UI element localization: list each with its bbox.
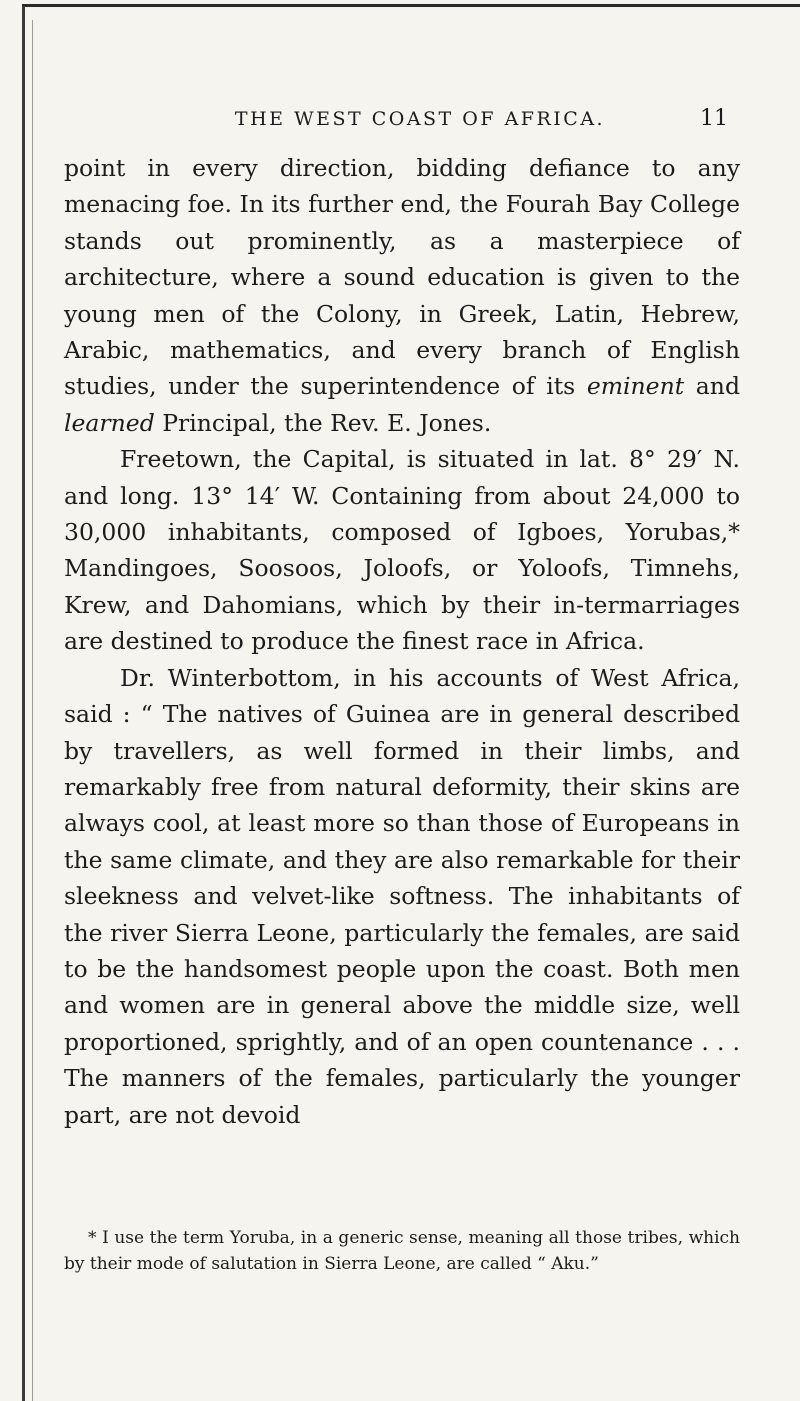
footnote-text: * I use the term Yoruba, in a generic sense, meaning all those tribes, which by their mode of salutation in Sierra Leone, are called “ Aku.” bbox=[64, 1228, 740, 1274]
paragraph-1-text-b: and bbox=[684, 372, 740, 401]
page-header bbox=[0, 108, 800, 138]
paragraph-1-text-a: point in every direction, bidding defiance to any menacing foe. In its further end, the Fourah Bay College stands out prominently, as a masterpiece of architecture, where a sound education is given to the young men of the Colony, in Greek, Latin, Hebrew, Arabic, mathematics, and every branch of English studies, under the superintendence of its bbox=[64, 154, 740, 401]
page-number: 11 bbox=[700, 106, 728, 131]
body-text bbox=[64, 150, 740, 1133]
paragraph-1-text-c: Principal, the Rev. E. Jones. bbox=[154, 408, 492, 437]
footnote bbox=[64, 1225, 740, 1277]
left-border-rule bbox=[22, 6, 25, 1401]
left-inner-rule bbox=[32, 20, 33, 1401]
paragraph-1-italic-eminent: eminent bbox=[586, 372, 685, 401]
paragraph-3: Dr. Winterbottom, in his accounts of West Africa, said : “ The natives of Guinea are in general described by travellers, as well formed in their limbs, and remarkably free from natural deformity, their skins are always cool, at least more so than those of Europeans in the same climate, and they are also remarkable for their sleekness and velvet-like softness. The inhabitants of the river Sierra Leone, particularly the females, are said to be the handsomest people upon the coast. Both men and women are in general above the middle size, well proportioned, sprightly, and of an open countenance . . . The manners of the females, particularly the younger part, are not devoid bbox=[64, 663, 740, 1129]
top-border-rule bbox=[22, 4, 800, 7]
paragraph-1-italic-learned: learned bbox=[64, 408, 155, 437]
paragraph-1 bbox=[64, 150, 740, 441]
paragraph-2: Freetown, the Capital, is situated in lat. 8° 29′ N. and long. 13° 14′ W. Containing from about 24,000 to 30,000 inhabitants, composed of Igboes, Yorubas,* Mandingoes, Soosoos, Joloofs, or Yoloofs, Timnehs, Krew, and Dahomians, which by their in-termarriages are destined to produce the finest race in Africa. bbox=[64, 445, 740, 656]
running-head: THE WEST COAST OF AFRICA. bbox=[234, 108, 606, 130]
